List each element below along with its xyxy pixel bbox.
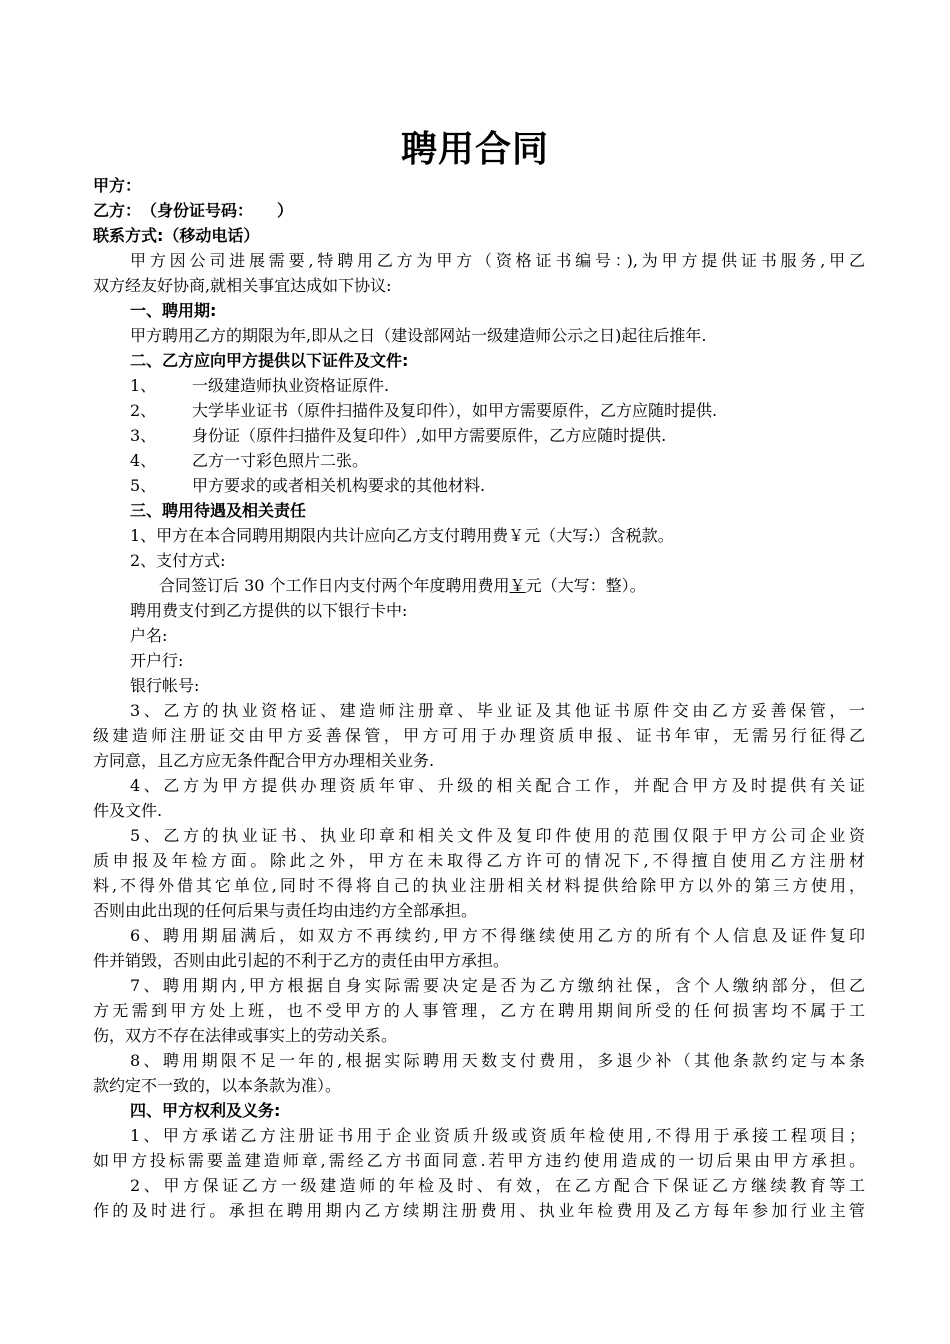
paragraph-line: 1、甲方承诺乙方注册证书用于企业资质升级或资质年检使用,不得用于承接工程项目；: [130, 1126, 865, 1145]
paragraph-line: 聘用费支付到乙方提供的以下银行卡中:: [130, 601, 408, 620]
list-item-text: 乙方一寸彩色照片二张。: [192, 451, 369, 470]
list-item-text: 大学毕业证书（原件扫描件及复印件），如甲方需要原件，乙方应随时提供.: [192, 401, 718, 420]
list-item-number: 2、: [130, 401, 157, 420]
section-heading: 二、乙方应向甲方提供以下证件及文件:: [130, 351, 409, 370]
list-item-number: 1、: [130, 376, 157, 395]
account-number-line: 银行帐号:: [130, 676, 200, 695]
paragraph-line: 3、乙方的执业资格证、建造师注册章、毕业证及其他证书原件交由乙方妥善保管，一: [130, 701, 865, 720]
bank-line: 开户行:: [130, 651, 184, 670]
currency-symbol: ￥: [509, 576, 526, 595]
paragraph-line: 方同意，且乙方应无条件配合甲方办理相关业务.: [93, 751, 435, 770]
intro-paragraph-line: 甲方因公司进展需要,特聘用乙方为甲方（资格证书编号：),为甲方提供证书服务,甲乙: [130, 251, 865, 270]
paragraph-line: 如甲方投标需要盖建造师章,需经乙方书面同意.若甲方违约使用造成的一切后果由甲方承担。: [93, 1151, 865, 1170]
paragraph-line: 伤，双方不存在法律或事实上的劳动关系。: [93, 1026, 398, 1045]
paragraph-line: 方无需到甲方处上班，也不受甲方的人事管理，乙方在聘用期间所受的任何损害均不属于工: [93, 1001, 865, 1020]
paragraph-line: 作的及时进行。承担在聘用期内乙方续期注册费用、执业年检费用及乙方每年参加行业主管: [93, 1201, 865, 1220]
payment-text: 合同签订后 30 个工作日内支付两个年度聘用费用: [159, 576, 510, 595]
party-a-line: 甲方：: [93, 176, 142, 195]
paragraph-line: 8、聘用期限不足一年的,根据实际聘用天数支付费用，多退少补（其他条款约定与本条: [130, 1051, 865, 1070]
list-item-text: 一级建造师执业资格证原件.: [192, 376, 390, 395]
paragraph-line: 件并销毁，否则由此引起的不利于乙方的责任由甲方承担。: [93, 951, 510, 970]
paragraph-line: 4、乙方为甲方提供办理资质年审、升级的相关配合工作，并配合甲方及时提供有关证: [130, 776, 865, 795]
paragraph-line: 否则由此出现的任何后果与责任均由违约方全部承担。: [93, 901, 478, 920]
paragraph-line: 级建造师注册证交由甲方妥善保管，甲方可用于办理资质申报、证书年审，无需另行征得乙: [93, 726, 865, 745]
document-title: 聘用合同: [400, 129, 549, 170]
paragraph-line: 款约定不一致的，以本条款为准）。: [93, 1076, 342, 1095]
paragraph-line: 5、乙方的执业证书、执业印章和相关文件及复印件使用的范围仅限于甲方公司企业资: [130, 826, 865, 845]
list-item-number: 5、: [130, 476, 157, 495]
list-item-text: 身份证（原件扫描件及复印件）,如甲方需要原件，乙方应随时提供.: [192, 426, 667, 445]
paragraph-line: 质申报及年检方面。除此之外，甲方在未取得乙方许可的情况下,不得擅自使用乙方注册材: [93, 851, 865, 870]
paragraph-line: 1、甲方在本合同聘用期限内共计应向乙方支付聘用费￥元（大写:）含税款。: [130, 526, 674, 545]
list-item: [93, 373, 865, 398]
paragraph-line: 2、甲方保证乙方一级建造师的年检及时、有效，在乙方配合下保证乙方继续教育等工: [130, 1176, 865, 1195]
payment-text: 元（大写：整）。: [525, 576, 646, 595]
contract-body: [93, 173, 865, 1223]
intro-paragraph-line: 双方经友好协商,就相关事宜达成如下协议:: [93, 276, 392, 295]
party-b-line: 乙方： （身份证号码： ）: [93, 201, 294, 220]
paragraph-line: 6、聘用期届满后，如双方不再续约,甲方不得继续使用乙方的所有个人信息及证件复印: [130, 926, 865, 945]
paragraph-line: 2、支付方式:: [130, 551, 226, 570]
list-item-text: 甲方要求的或者相关机构要求的其他材料.: [192, 476, 486, 495]
section-heading: 一、聘用期:: [130, 301, 217, 320]
list-item-number: 4、: [130, 451, 157, 470]
list-item: [93, 448, 865, 473]
section-heading: 四、甲方权利及义务:: [130, 1101, 281, 1120]
paragraph-line: 7、聘用期内,甲方根据自身实际需要决定是否为乙方缴纳社保，含个人缴纳部分，但乙: [130, 976, 865, 995]
list-item: [93, 473, 865, 498]
paragraph-line: 料,不得外借其它单位,同时不得将自己的执业注册相关材料提供给除甲方以外的第三方使用，: [93, 876, 865, 895]
payment-line: [93, 573, 865, 598]
paragraph-line: 甲方聘用乙方的期限为年,即从之日（建设部网站一级建造师公示之日)起往后推年.: [130, 326, 707, 345]
list-item: [93, 398, 865, 423]
list-item: [93, 423, 865, 448]
section-heading: 三、聘用待遇及相关责任: [130, 501, 307, 520]
list-item-number: 3、: [130, 426, 157, 445]
contact-line: 联系方式:（移动电话）: [93, 226, 260, 245]
account-name-line: 户名:: [130, 626, 168, 645]
paragraph-line: 件及文件.: [93, 801, 163, 820]
